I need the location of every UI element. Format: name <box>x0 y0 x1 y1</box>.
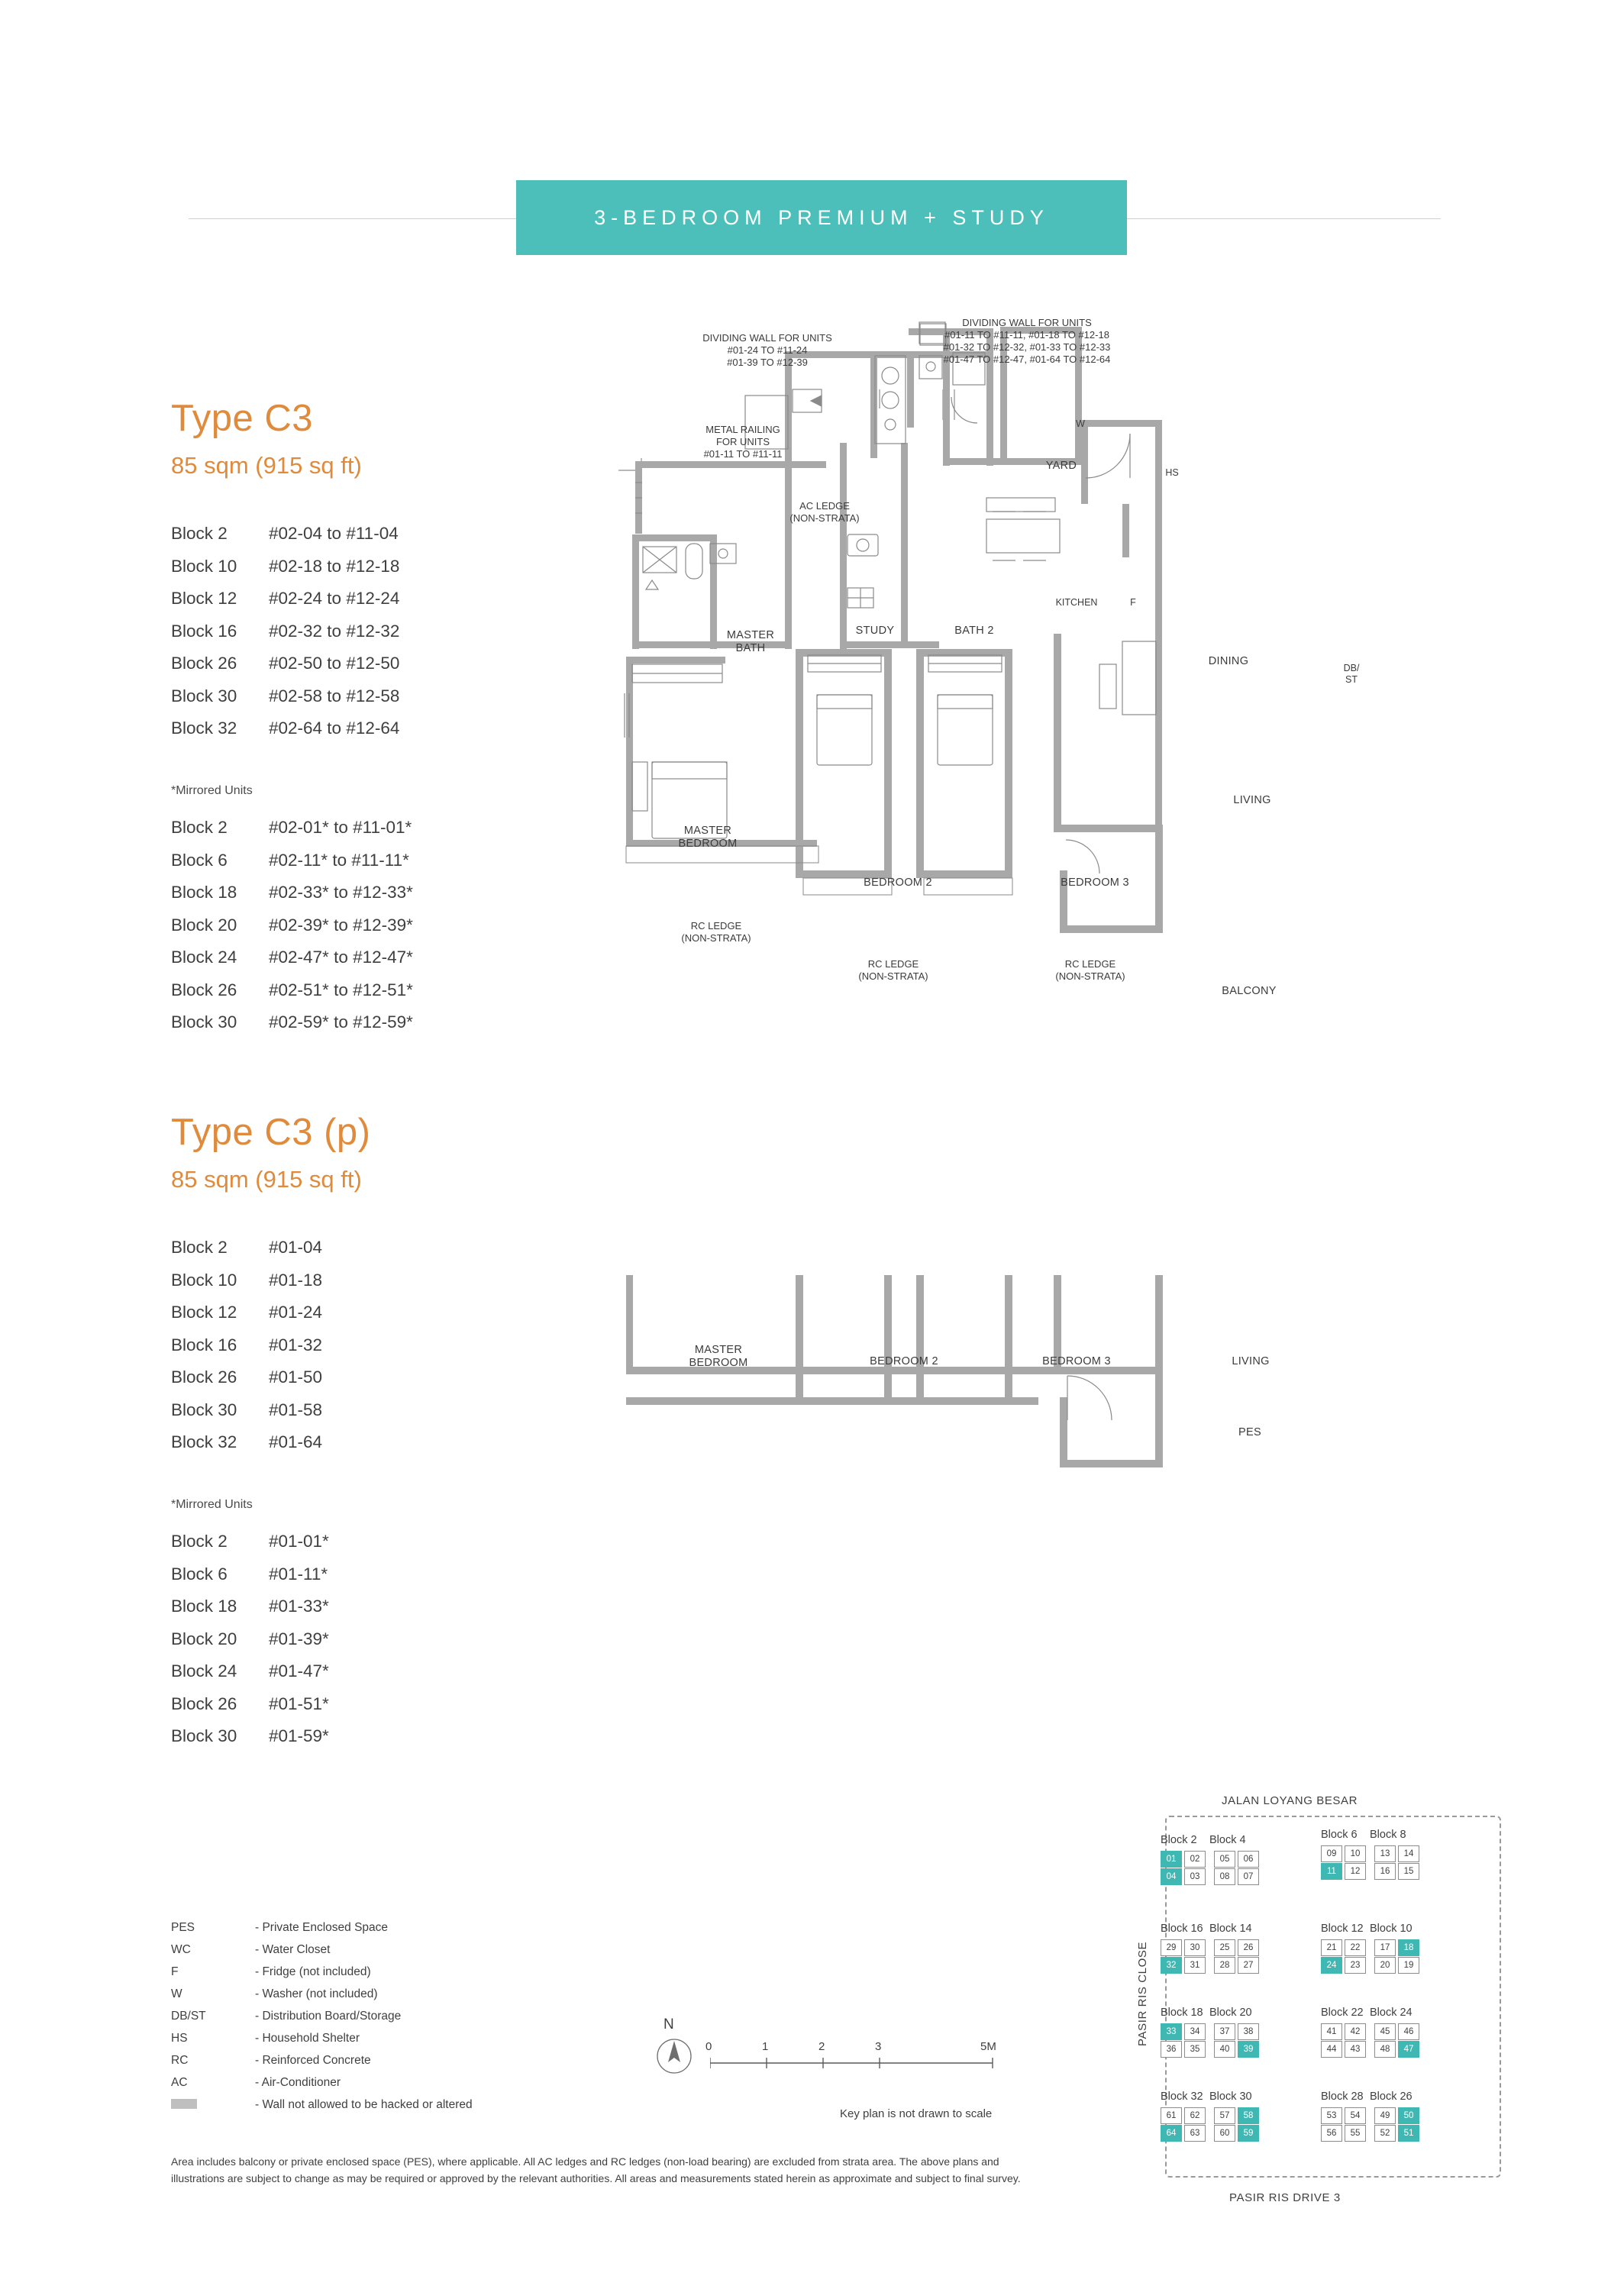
wall-swatch <box>171 2099 197 2109</box>
list-item: Block 6 #01-11* <box>171 1564 328 1584</box>
keyplan-unit-cell[interactable]: 62 <box>1184 2107 1206 2124</box>
list-item: Block 6 #02-11* to #11-11* <box>171 850 409 870</box>
keyplan-unit-cell[interactable]: 09 <box>1321 1845 1342 1862</box>
list-item: Block 20 #01-39* <box>171 1629 329 1648</box>
keyplan-unit-cell[interactable]: 55 <box>1345 2125 1366 2142</box>
legend-item: DB/ST - Distribution Board/Storage <box>171 2010 402 2023</box>
keyplan-unit-cell[interactable]: 07 <box>1238 1868 1259 1885</box>
annotation-rc-ledge-2: RC LEDGE (NON-STRATA) <box>858 958 928 982</box>
annotation-ac-ledge: AC LEDGE (NON-STRATA) <box>789 500 860 524</box>
room-label-db-st: DB/ ST <box>1343 663 1360 685</box>
keyplan-unit-cell[interactable]: 34 <box>1184 2023 1206 2040</box>
keyplan-unit-cell[interactable]: 13 <box>1374 1845 1396 1862</box>
keyplan-unit-cell[interactable]: 04 <box>1161 1868 1182 1885</box>
keyplan-unit-cell[interactable]: 49 <box>1374 2107 1396 2124</box>
keyplan-unit-cell[interactable]: 11 <box>1321 1863 1342 1880</box>
keyplan-unit-cell[interactable]: 57 <box>1214 2107 1235 2124</box>
list-item: Block 12 #01-24 <box>171 1303 323 1322</box>
keyplan-unit-cell[interactable]: 22 <box>1345 1939 1366 1956</box>
keyplan-unit-cell[interactable]: 26 <box>1238 1939 1259 1956</box>
legend-item: W - Washer (not included) <box>171 1987 378 2000</box>
list-item: Block 26 #01-50 <box>171 1367 323 1387</box>
keyplan-unit-cell[interactable]: 30 <box>1184 1939 1206 1956</box>
plan-title-c3p: Type C3 (p) <box>171 1112 371 1153</box>
keyplan-unit-cell[interactable]: 28 <box>1214 1957 1235 1974</box>
keyplan-unit-cell[interactable]: 36 <box>1161 2041 1182 2058</box>
keyplan-unit-cell[interactable]: 23 <box>1345 1957 1366 1974</box>
scale-tick-5m: 5M <box>980 2040 996 2053</box>
room-label-bedroom2: BEDROOM 2 <box>864 877 932 889</box>
keyplan-unit-cell[interactable]: 38 <box>1238 2023 1259 2040</box>
plan-area-c3p: 85 sqm (915 sq ft) <box>171 1166 362 1193</box>
list-item: Block 2 #01-01* <box>171 1532 329 1551</box>
mirrored-note-c3: *Mirrored Units <box>171 784 253 797</box>
keyplan-road-bottom: PASIR RIS DRIVE 3 <box>1229 2191 1341 2204</box>
room-label-pes-living: LIVING <box>1232 1355 1270 1367</box>
keyplan-block-label: Block 24 <box>1370 2007 1413 2019</box>
keyplan-unit-cell[interactable]: 16 <box>1374 1863 1396 1880</box>
keyplan-unit-cell[interactable]: 52 <box>1374 2125 1396 2142</box>
list-item: Block 16 #01-32 <box>171 1335 323 1354</box>
list-item: Block 16 #02-32 to #12-32 <box>171 621 400 641</box>
unit-list-c3 <box>171 518 399 745</box>
keyplan-block-label: Block 22 <box>1321 2007 1364 2019</box>
keyplan-unit-cell[interactable]: 44 <box>1321 2041 1342 2058</box>
keyplan-unit-cell[interactable]: 64 <box>1161 2125 1182 2142</box>
keyplan-unit-cell[interactable]: 08 <box>1214 1868 1235 1885</box>
list-item: Block 26 #02-51* to #12-51* <box>171 980 413 999</box>
floorplan-drawing-c3 <box>596 305 1359 1069</box>
keyplan-block-label: Block 18 <box>1161 2007 1203 2019</box>
keyplan-block-label: Block 20 <box>1209 2007 1252 2019</box>
keyplan-unit-cell[interactable]: 14 <box>1398 1845 1419 1862</box>
room-label-fridge: F <box>1130 597 1136 608</box>
keyplan-unit-cell[interactable]: 63 <box>1184 2125 1206 2142</box>
room-label-bath2: BATH 2 <box>954 625 994 637</box>
keyplan-unit-cell[interactable]: 58 <box>1238 2107 1259 2124</box>
keyplan-block-label: Block 26 <box>1370 2091 1413 2103</box>
keyplan-road-left: PASIR RIS CLOSE <box>1136 1941 1149 2046</box>
room-label-pes-bedroom3: BEDROOM 3 <box>1042 1355 1111 1367</box>
list-item: Block 20 #02-39* to #12-39* <box>171 915 413 935</box>
keyplan-block-label: Block 12 <box>1321 1923 1364 1935</box>
keyplan-unit-cell[interactable]: 41 <box>1321 2023 1342 2040</box>
keyplan-block-label: Block 14 <box>1209 1923 1252 1935</box>
keyplan-unit-cell[interactable]: 19 <box>1398 1957 1419 1974</box>
keyplan-unit-cell[interactable]: 39 <box>1238 2041 1259 2058</box>
room-label-yard: YARD <box>1045 460 1077 472</box>
keyplan-block-label: Block 6 <box>1321 1829 1358 1841</box>
list-item: Block 26 #01-51* <box>171 1693 329 1713</box>
keyplan-unit-cell[interactable]: 53 <box>1321 2107 1342 2124</box>
list-item: Block 10 #01-18 <box>171 1270 323 1290</box>
plan-title-c3: Type C3 <box>171 398 313 439</box>
plan-area-c3: 85 sqm (915 sq ft) <box>171 452 362 479</box>
keyplan-unit-cell[interactable]: 42 <box>1345 2023 1366 2040</box>
legend-item: AC - Air-Conditioner <box>171 2076 341 2089</box>
keyplan-unit-cell[interactable]: 51 <box>1398 2125 1419 2142</box>
room-label-pes-bedroom2: BEDROOM 2 <box>870 1355 938 1367</box>
keyplan-note: Key plan is not drawn to scale <box>840 2107 993 2120</box>
keyplan-unit-cell[interactable]: 02 <box>1184 1851 1206 1868</box>
keyplan-unit-cell[interactable]: 35 <box>1184 2041 1206 2058</box>
legend-item: HS - Household Shelter <box>171 2032 360 2045</box>
keyplan-block-label: Block 8 <box>1370 1829 1406 1841</box>
mirrored-list-c3p <box>171 1526 329 1753</box>
list-item: Block 30 #02-58 to #12-58 <box>171 686 400 705</box>
keyplan-unit-cell[interactable]: 50 <box>1398 2107 1419 2124</box>
mirrored-list-c3 <box>171 812 413 1039</box>
floorplan-svg-c3p <box>596 1245 1359 1519</box>
keyplan-unit-cell[interactable]: 56 <box>1321 2125 1342 2142</box>
disclaimer-text: Area includes balcony or private enclosed space (PES), where applicable. All AC ledges and RC ledges (non-load bearing) are excluded from strata area. The above plans and illustrations are subject to change as may be required or approved by the relevant authorities. All areas and measurements stated herein as approximate and subject to final survey. <box>171 2155 1021 2184</box>
list-item: Block 30 #01-58 <box>171 1400 323 1419</box>
keyplan-unit-cell[interactable]: 29 <box>1161 1939 1182 1956</box>
north-arrow <box>653 2012 706 2081</box>
keyplan-unit-cell[interactable]: 60 <box>1214 2125 1235 2142</box>
scale-tick-3: 3 <box>875 2040 882 2053</box>
keyplan-block-label: Block 16 <box>1161 1923 1203 1935</box>
scale-bar <box>710 2055 1015 2071</box>
room-label-study: STUDY <box>855 625 895 637</box>
list-item: Block 30 #02-59* to #12-59* <box>171 1012 413 1032</box>
list-item: Block 10 #02-18 to #12-18 <box>171 556 400 576</box>
keyplan-unit-cell[interactable]: 46 <box>1398 2023 1419 2040</box>
legend-item: WC - Water Closet <box>171 1943 331 1956</box>
keyplan-unit-cell[interactable]: 03 <box>1184 1868 1206 1885</box>
list-item: Block 2 #02-01* to #11-01* <box>171 818 412 837</box>
room-label-master-bath: MASTER BATH <box>726 629 775 654</box>
keyplan-unit-cell[interactable]: 21 <box>1321 1939 1342 1956</box>
keyplan-unit-cell[interactable]: 17 <box>1374 1939 1396 1956</box>
list-item: Block 2 #01-04 <box>171 1238 323 1257</box>
scale-tick-0: 0 <box>705 2040 712 2053</box>
unit-list-c3p <box>171 1232 322 1459</box>
keyplan-unit-cell[interactable]: 15 <box>1398 1863 1419 1880</box>
room-label-living: LIVING <box>1233 794 1271 806</box>
keyplan-unit-cell[interactable]: 32 <box>1161 1957 1182 1974</box>
list-item: Block 30 #01-59* <box>171 1726 329 1745</box>
list-item: Block 32 #01-64 <box>171 1432 323 1451</box>
keyplan-block-label: Block 30 <box>1209 2091 1252 2103</box>
keyplan-unit-cell[interactable]: 48 <box>1374 2041 1396 2058</box>
keyplan-unit-cell[interactable]: 27 <box>1238 1957 1259 1974</box>
keyplan-unit-cell[interactable]: 25 <box>1214 1939 1235 1956</box>
room-label-pes-master-bedroom: MASTER BEDROOM <box>689 1344 748 1369</box>
annotation-dividing-wall-2: DIVIDING WALL FOR UNITS #01-11 TO #11-11, #01-18 TO #12-18 #01-32 TO #12-32, #01-33 TO #12-33 #01-47 TO #12-47, #01-64 TO #12-64 <box>943 317 1111 365</box>
keyplan-unit-cell[interactable]: 43 <box>1345 2041 1366 2058</box>
svg-text:N: N <box>663 2016 674 2032</box>
floorplan-svg-c3 <box>596 305 1359 1069</box>
room-label-bedroom3: BEDROOM 3 <box>1061 877 1129 889</box>
keyplan-unit-cell[interactable]: 10 <box>1345 1845 1366 1862</box>
legend-item: - Wall not allowed to be hacked or altered <box>171 2094 473 2116</box>
keyplan-unit-cell[interactable]: 54 <box>1345 2107 1366 2124</box>
keyplan-unit-cell[interactable]: 45 <box>1374 2023 1396 2040</box>
mirrored-note-c3p: *Mirrored Units <box>171 1498 253 1511</box>
room-label-hs: HS <box>1165 467 1179 478</box>
keyplan-unit-cell[interactable]: 59 <box>1238 2125 1259 2142</box>
room-label-master-bedroom: MASTER BEDROOM <box>678 825 738 850</box>
room-label-kitchen: KITCHEN <box>1055 597 1098 608</box>
keyplan-block-label: Block 10 <box>1370 1923 1413 1935</box>
list-item: Block 18 #02-33* to #12-33* <box>171 883 413 902</box>
annotation-metal-railing: METAL RAILING FOR UNITS #01-11 TO #11-11 <box>703 424 783 460</box>
legend-item: RC - Reinforced Concrete <box>171 2054 371 2067</box>
keyplan-unit-cell[interactable]: 33 <box>1161 2023 1182 2040</box>
keyplan-unit-cell[interactable]: 37 <box>1214 2023 1235 2040</box>
page-title: 3-BEDROOM PREMIUM + STUDY <box>594 205 1049 229</box>
list-item: Block 12 #02-24 to #12-24 <box>171 589 400 608</box>
list-item: Block 24 #02-47* to #12-47* <box>171 948 413 967</box>
keyplan-unit-cell[interactable]: 61 <box>1161 2107 1182 2124</box>
legend-item: PES - Private Enclosed Space <box>171 1921 389 1934</box>
annotation-rc-ledge-3: RC LEDGE (NON-STRATA) <box>1055 958 1125 982</box>
list-item: Block 18 #01-33* <box>171 1597 329 1616</box>
scale-tick-1: 1 <box>762 2040 769 2053</box>
keyplan-unit-cell[interactable]: 06 <box>1238 1851 1259 1868</box>
keyplan-unit-cell[interactable]: 01 <box>1161 1851 1182 1868</box>
scale-tick-2: 2 <box>818 2040 825 2053</box>
annotation-dividing-wall-1: DIVIDING WALL FOR UNITS #01-24 TO #11-24 #01-39 TO #12-39 <box>702 332 832 368</box>
keyplan-block-label: Block 2 <box>1161 1834 1197 1846</box>
legend <box>171 1916 473 2116</box>
keyplan-road-top: JALAN LOYANG BESAR <box>1222 1794 1358 1807</box>
list-item: Block 26 #02-50 to #12-50 <box>171 654 400 673</box>
key-plan <box>1130 1794 1527 2222</box>
keyplan-unit-cell[interactable]: 20 <box>1374 1957 1396 1974</box>
keyplan-block-label: Block 28 <box>1321 2091 1364 2103</box>
room-label-balcony: BALCONY <box>1222 985 1277 997</box>
room-label-washer: W <box>1076 418 1085 429</box>
keyplan-block-label: Block 32 <box>1161 2091 1203 2103</box>
room-label-dining: DINING <box>1208 655 1249 667</box>
keyplan-unit-cell[interactable]: 18 <box>1398 1939 1419 1956</box>
room-label-pes: PES <box>1238 1426 1261 1438</box>
list-item: Block 32 #02-64 to #12-64 <box>171 718 400 738</box>
annotation-rc-ledge-1: RC LEDGE (NON-STRATA) <box>681 920 751 944</box>
keyplan-unit-cell[interactable]: 05 <box>1214 1851 1235 1868</box>
floorplan-drawing-c3p <box>596 1245 1359 1519</box>
page-title-band <box>516 180 1127 255</box>
keyplan-unit-cell[interactable]: 24 <box>1321 1957 1342 1974</box>
list-item: Block 24 #01-47* <box>171 1661 329 1681</box>
legend-item: F - Fridge (not included) <box>171 1965 371 1978</box>
keyplan-block-label: Block 4 <box>1209 1834 1246 1846</box>
keyplan-unit-cell[interactable]: 12 <box>1345 1863 1366 1880</box>
keyplan-unit-cell[interactable]: 47 <box>1398 2041 1419 2058</box>
list-item: Block 2 #02-04 to #11-04 <box>171 524 399 543</box>
keyplan-unit-cell[interactable]: 40 <box>1214 2041 1235 2058</box>
keyplan-unit-cell[interactable]: 31 <box>1184 1957 1206 1974</box>
